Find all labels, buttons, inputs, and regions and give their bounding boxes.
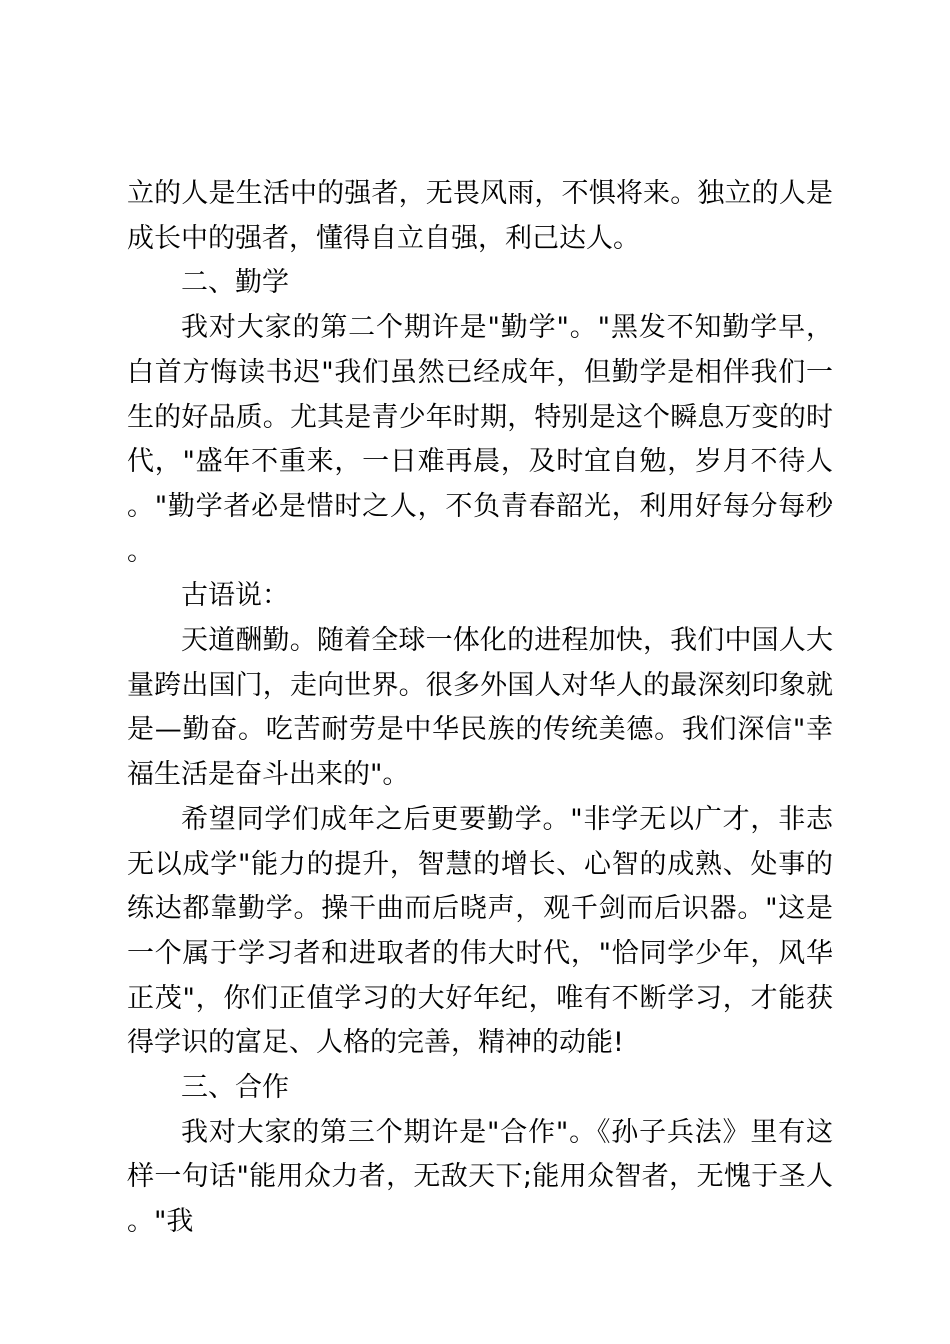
paragraph-diligence-expectation: 我对大家的第二个期许是"勤学"。"黑发不知勤学早，白首方悔读书迟"我们虽然已经成年，但勤学是相伴我们一生的好品质。尤其是青少年时期，特别是这个瞬息万变的时代，"盛年不重来，一日难再晨，及时宜自勉，岁月不待人。"勤学者必是惜时之人，不负青春韶光，利用好每分每秒。 <box>127 312 833 567</box>
paragraph-cooperation-expectation: 我对大家的第三个期许是"合作"。《孙子兵法》里有这样一句话"能用众力者，无敌天下;能用众智者，无愧于圣人。"我 <box>127 1116 833 1238</box>
paragraph-independence-conclusion: 立的人是生活中的强者，无畏风雨，不惧将来。独立的人是成长中的强者，懂得自立自强，利己达人。 <box>127 178 833 254</box>
paragraph-hope-for-students: 希望同学们成年之后更要勤学。"非学无以广才，非志无以成学"能力的提升，智慧的增长、心智的成熟、处事的练达都靠勤学。操干曲而后晓声，观千剑而后识器。"这是一个属于学习者和进取者的伟大时代，"恰同学少年，风华正茂"，你们正值学习的大好年纪，唯有不断学习，才能获得学识的富足、人格的完善，精神的动能! <box>127 803 833 1059</box>
paragraph-heaven-rewards-diligence: 天道酬勤。随着全球一体化的进程加快，我们中国人大量跨出国门，走向世界。很多外国人对华人的最深刻印象就是—勤奋。吃苦耐劳是中华民族的传统美德。我们深信"幸福生活是奋斗出来的"。 <box>127 625 833 791</box>
section-heading-cooperation: 三、合作 <box>181 1072 289 1104</box>
section-heading-diligence: 二、勤学 <box>181 267 289 299</box>
document-body <box>127 172 833 1245</box>
paragraph-ancient-saying: 古语说： <box>181 580 289 612</box>
